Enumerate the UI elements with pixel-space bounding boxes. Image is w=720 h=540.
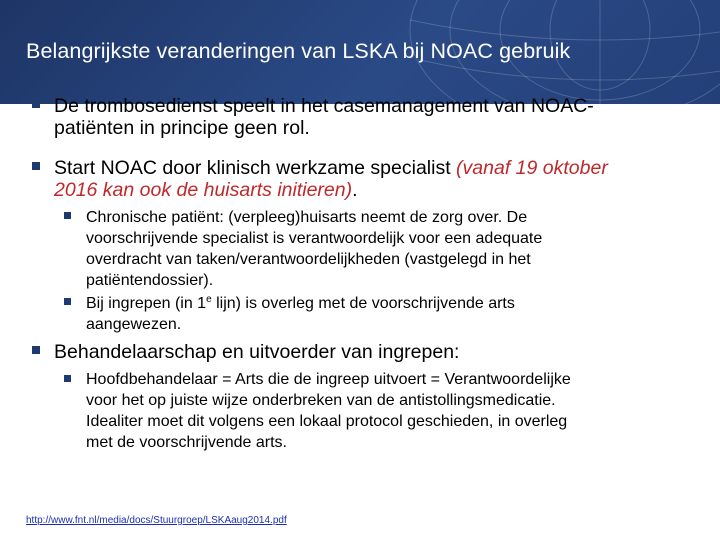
source-link[interactable]: http://www.fnt.nl/media/docs/Stuurgroep/LSKAaug2014.pdf bbox=[26, 515, 287, 526]
bullet-marker bbox=[32, 162, 40, 170]
slide-title: Belangrijkste veranderingen van LSKA bij NOAC gebruik bbox=[26, 39, 571, 63]
sub-bullet-marker bbox=[64, 298, 71, 305]
bullet-marker bbox=[32, 100, 40, 108]
sub-bullet-2-1-line-4: patiëntendossier). bbox=[86, 272, 214, 289]
sub-bullet-3-1-line-2: voor het op juiste wijze onderbreken van de antistollingsmedicatie. bbox=[86, 392, 556, 409]
superscript-e: e bbox=[206, 294, 212, 305]
bullet-2-text: Start NOAC door klinisch werkzame specialist bbox=[54, 157, 457, 179]
sub-bullet-3-1-line-1: Hoofdbehandelaar = Arts die de ingreep uitvoert = Verantwoordelijke bbox=[86, 371, 571, 388]
sub-bullet-2-2-line-1 bbox=[86, 294, 515, 314]
bullet-1-line-1: De trombosedienst speelt in het casemanagement van NOAC- bbox=[54, 95, 594, 117]
sub-bullet-marker bbox=[64, 212, 71, 219]
sub-bullet-2-2-line-2: aangewezen. bbox=[86, 316, 182, 333]
sub-bullet-3-1-line-4: met de voorschrijvende arts. bbox=[86, 434, 287, 451]
sub-bullet-2-2-text-b: lijn) is overleg met de voorschrijvende arts bbox=[211, 295, 515, 312]
bullet-3-line-1: Behandelaarschap en uitvoerder van ingrepen: bbox=[54, 341, 460, 363]
sub-bullet-3-1-line-3: Idealiter moet dit volgens een lokaal protocol geschieden, in overleg bbox=[86, 413, 568, 430]
bullet-2-line-1 bbox=[54, 157, 608, 179]
bullet-2-line-2 bbox=[54, 179, 358, 201]
sub-bullet-2-1-line-3: overdracht van taken/verantwoordelijkheden (vastgelegd in het bbox=[86, 251, 531, 268]
sub-bullet-2-2-text-a: Bij ingrepen (in 1 bbox=[86, 295, 207, 312]
sub-bullet-2-1-line-1: Chronische patiënt: (verpleeg)huisarts neemt de zorg over. De bbox=[86, 209, 528, 226]
bullet-2-period: . bbox=[352, 179, 358, 201]
bullet-2-red-note-cont: 2016 kan ook de huisarts initieren) bbox=[54, 179, 353, 201]
bullet-1-line-2: patiënten in principe geen rol. bbox=[54, 117, 310, 139]
sub-bullet-2-1-line-2: voorschrijvende specialist is verantwoordelijk voor een adequate bbox=[86, 230, 543, 247]
bullet-2-red-note: (vanaf 19 oktober bbox=[456, 157, 608, 179]
sub-bullet-marker bbox=[64, 375, 71, 382]
bullet-marker bbox=[32, 346, 40, 354]
